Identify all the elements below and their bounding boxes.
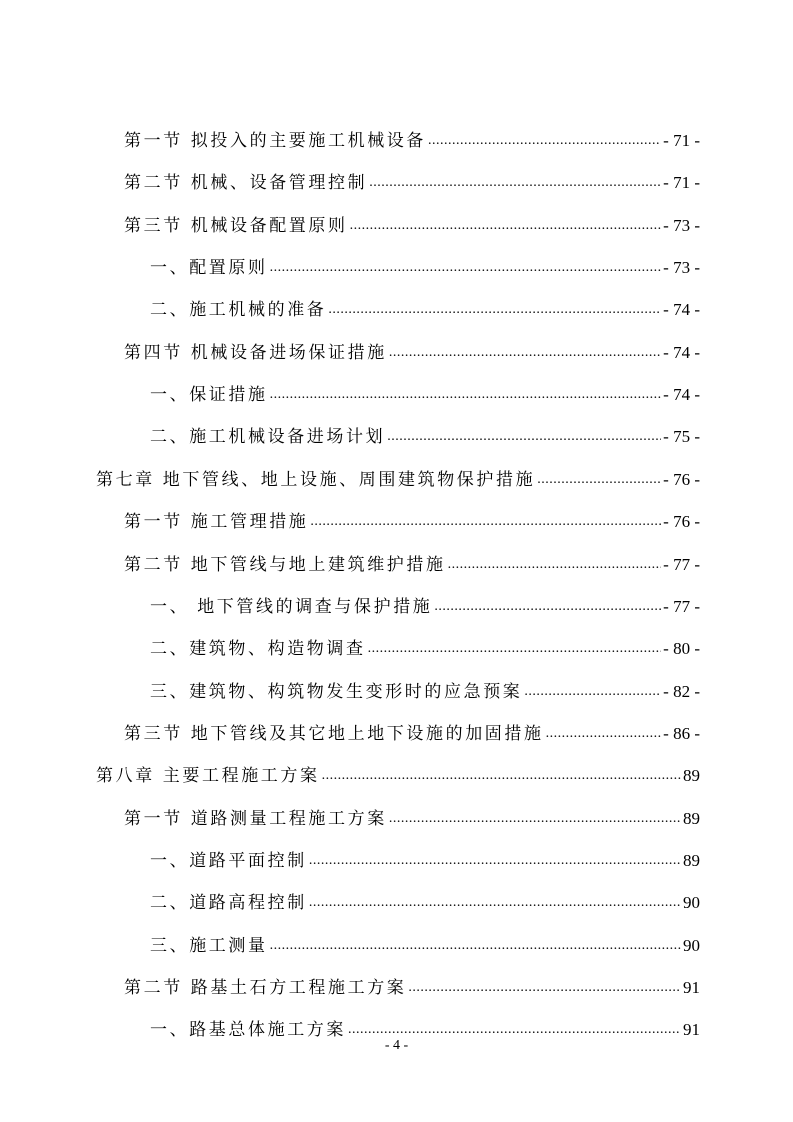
toc-entry-item[interactable] (150, 241, 700, 279)
toc-entry-title: 第二节 路基土石方工程施工方案 (124, 978, 407, 998)
toc-entry-title: 三、施工测量 (150, 935, 268, 956)
toc-entry-item[interactable] (150, 834, 700, 872)
toc-entry-section[interactable] (124, 707, 700, 745)
toc-dot-leader (546, 723, 662, 745)
page-number: - 4 - (384, 1038, 409, 1053)
toc-dot-leader (322, 765, 681, 787)
toc-entry-page: - 74 - (663, 342, 700, 362)
toc-entry-section[interactable] (124, 495, 700, 533)
toc-entry-page: 91 (683, 978, 700, 997)
toc-entry-page: - 76 - (663, 512, 700, 532)
toc-entry-title: 三、建筑物、构筑物发生变形时的应急预案 (150, 681, 523, 702)
toc-entry-page: - 77 - (663, 596, 700, 616)
toc-entry-item[interactable] (150, 368, 700, 406)
toc-entry-section[interactable] (124, 114, 700, 152)
toc-entry-page: 91 (683, 1020, 700, 1040)
toc-entry-section[interactable] (124, 156, 700, 194)
toc-entry-title: 一、保证措施 (150, 385, 268, 406)
toc-entry-item[interactable] (150, 665, 700, 703)
toc-entry-item[interactable] (150, 876, 700, 914)
toc-entry-page: - 75 - (663, 427, 700, 447)
toc-entry-item[interactable] (150, 1003, 700, 1041)
toc-dot-leader (310, 511, 661, 533)
toc-dot-leader (309, 892, 681, 914)
toc-entry-item[interactable] (150, 283, 700, 321)
toc-entry-title: 第三节 地下管线及其它地上地下设施的加固措施 (124, 723, 544, 744)
toc-entry-section[interactable] (124, 199, 700, 237)
toc-entry-title: 一、路基总体施工方案 (150, 1020, 346, 1041)
toc-entry-page: - 80 - (663, 639, 700, 659)
toc-dot-leader (537, 469, 661, 491)
toc-entry-page: 90 (683, 935, 700, 955)
toc-dot-leader (428, 130, 661, 152)
toc-entry-page: - 86 - (663, 723, 700, 743)
toc-dot-leader (270, 257, 662, 279)
toc-entry-page: - 73 - (663, 215, 700, 235)
toc-dot-leader (524, 681, 661, 703)
toc-entry-chapter[interactable] (96, 749, 700, 787)
toc-entry-page: - 74 - (663, 385, 700, 405)
toc-dot-leader (389, 342, 661, 364)
toc-entry-item[interactable] (150, 622, 700, 660)
toc-entry-title: 二、施工机械的准备 (150, 300, 327, 321)
toc-entry-chapter[interactable] (96, 453, 700, 491)
toc-entry-page: - 76 - (663, 469, 700, 489)
toc-entry-section[interactable] (124, 961, 700, 999)
toc-entry-item[interactable] (150, 410, 700, 448)
toc-entry-page: - 71 - (663, 131, 700, 150)
toc-dot-leader (368, 638, 662, 660)
toc-entry-section[interactable] (124, 538, 700, 576)
toc-entry-section[interactable] (124, 326, 700, 364)
toc-entry-page: 89 (683, 850, 700, 870)
toc-entry-title: 一、道路平面控制 (150, 850, 307, 871)
toc-entry-title: 一、 地下管线的调查与保护措施 (150, 596, 433, 617)
toc-entry-page: - 82 - (663, 681, 700, 701)
toc-dot-leader (369, 172, 661, 194)
toc-entry-page: 90 (683, 893, 700, 913)
toc-dot-leader (309, 850, 681, 872)
toc-entry-title: 第二节 机械、设备管理控制 (124, 173, 368, 194)
toc-dot-leader (328, 299, 661, 321)
toc-entry-title: 二、建筑物、构造物调查 (150, 639, 366, 660)
toc-dot-leader (350, 215, 662, 237)
toc-entry-page: - 71 - (663, 173, 700, 193)
toc-entry-title: 第三节 机械设备配置原则 (124, 215, 348, 236)
toc-dot-leader (389, 808, 681, 830)
toc-entry-title: 第一节 施工管理措施 (124, 512, 309, 533)
toc-entry-page: 89 (683, 808, 700, 828)
toc-entry-title: 第一节 道路测量工程施工方案 (124, 808, 387, 829)
toc-entry-page: - 74 - (663, 300, 700, 320)
toc-dot-leader (434, 596, 661, 618)
toc-entry-page: - 77 - (663, 554, 700, 574)
toc-entry-title: 第二节 地下管线与地上建筑维护措施 (124, 554, 446, 575)
toc-dot-leader (270, 384, 662, 406)
toc-dot-leader (408, 977, 681, 999)
toc-entry-title: 第八章 主要工程施工方案 (96, 766, 320, 787)
toc-entry-title: 第一节 拟投入的主要施工机械设备 (124, 131, 427, 151)
toc-entry-title: 一、配置原则 (150, 258, 268, 279)
toc-entry-page: 89 (683, 766, 700, 786)
toc-entry-page: - 73 - (663, 258, 700, 278)
toc-dot-leader (448, 554, 662, 576)
toc-entry-item[interactable] (150, 919, 700, 957)
toc-entry-title: 第四节 机械设备进场保证措施 (124, 342, 387, 363)
toc-entry-title: 二、施工机械设备进场计划 (150, 427, 386, 448)
toc-entry-title: 第七章 地下管线、地上设施、周围建筑物保护措施 (96, 469, 536, 490)
toc-dot-leader (270, 935, 681, 957)
toc-dot-leader (387, 426, 661, 448)
toc-entry-title: 二、道路高程控制 (150, 893, 307, 914)
toc-entry-section[interactable] (124, 792, 700, 830)
toc-entry-item[interactable] (150, 580, 700, 618)
